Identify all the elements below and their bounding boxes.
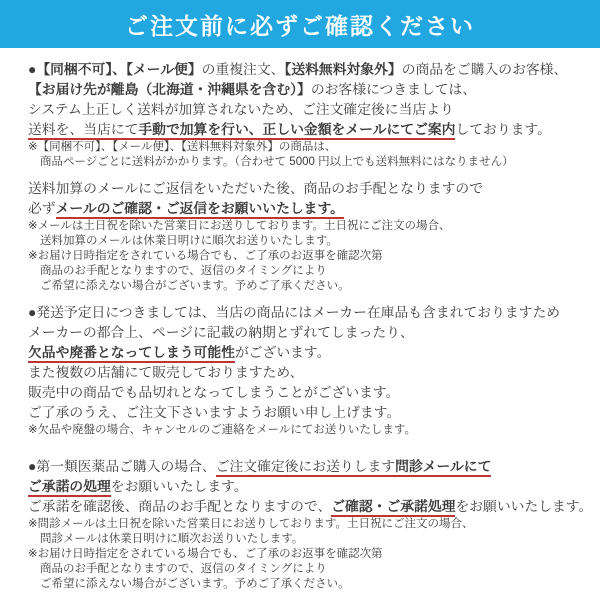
text-line xyxy=(28,60,594,80)
notice-body xyxy=(0,48,600,592)
text-segment: ご希望に添えない場合がございます。予めご了承ください。 xyxy=(40,280,350,292)
text-line xyxy=(28,155,594,170)
text-line xyxy=(28,363,594,383)
text-segment: 販売中の商品でも品切れとなってしまうことがございます。 xyxy=(28,385,400,400)
section-shipping-surcharge-notice xyxy=(28,60,594,170)
text-line xyxy=(28,234,594,249)
text-line xyxy=(28,517,594,532)
text-line xyxy=(28,547,594,562)
text-segment: ●第一類医薬品ご購入の場合、 xyxy=(28,459,216,474)
text-segment: ●発送予定日につきましては、当店の商品にはメーカー在庫品も含まれておりますため xyxy=(28,305,561,320)
text-segment: ※欠品や廃盤の場合、キャンセルのご連絡をメールにてお送りいたします。 xyxy=(28,424,416,436)
emphasized-text-segment: ご注文確定後にお送りします xyxy=(216,459,395,477)
text-line xyxy=(28,532,594,547)
text-segment: ※【同梱不可】、【メール便】、【送料無料対象外】の商品は、 xyxy=(28,141,337,153)
text-segment: 商品のお手配となりますので、返信のタイミングにより xyxy=(40,265,327,277)
emphasized-text-segment: 問診メールにて xyxy=(395,459,491,477)
text-line xyxy=(28,199,594,219)
text-segment: システム上正しく送料が加算されないため、ご注文確定後に当店より xyxy=(28,102,454,117)
text-segment: 問診メールは休業日明けに順次お送りいたします。 xyxy=(40,533,304,545)
text-segment: ご了承のうえ、ご注文下さいますようお願い申し上げます。 xyxy=(28,405,401,420)
text-segment: 商品のお手配となりますので、返信のタイミングにより xyxy=(40,563,327,575)
emphasized-text-segment: 手動で加算を行い、正しい金額をメールにてご案内 xyxy=(138,122,455,140)
text-segment: しております。 xyxy=(455,122,551,137)
text-segment: がございます。 xyxy=(234,345,331,360)
text-line xyxy=(28,323,594,343)
text-segment: 必ず xyxy=(28,201,56,216)
text-segment: 送料加算のメールは休業日明けに順次お送りいたします。 xyxy=(40,235,338,247)
notice-title: ご注文前に必ずご確認ください xyxy=(125,12,475,39)
text-line xyxy=(28,383,594,403)
emphasized-text-segment: 欠品や廃番となってしまう可能性 xyxy=(28,345,235,363)
section-first-class-drug-notice xyxy=(28,457,594,592)
text-segment: 【送料無料対象外】 xyxy=(284,62,402,77)
emphasized-text-segment: ご承諾の処理 xyxy=(28,479,111,497)
text-line xyxy=(28,477,594,497)
text-segment: 商品ページごとに送料がかかります。（合わせて 5000 円以上でも送料無料にはなりません） xyxy=(40,156,514,168)
text-line xyxy=(28,497,594,517)
emphasized-text-segment: ご確認・ご承諾処理 xyxy=(331,499,455,517)
text-line xyxy=(28,249,594,264)
text-segment: のお客様につきましては、 xyxy=(310,82,477,97)
text-segment: ※メールは土日祝を除いた営業日にお送りしております。土日祝にご注文の場合、 xyxy=(28,220,451,232)
text-line xyxy=(28,279,594,294)
text-segment: ※問診メールは土日祝を除いた営業日にお送りしております。土日祝にご注文の場合、 xyxy=(28,518,474,530)
text-segment: また複数の店舗にて販売しておりますため、 xyxy=(28,365,304,380)
text-line xyxy=(28,100,594,120)
text-segment: 【同梱不可】、【メール便】 xyxy=(36,62,202,77)
emphasized-text-segment: メールのご確認・ご返信をお願いいたします。 xyxy=(56,201,344,219)
emphasized-text-segment: 送料を、当店にて xyxy=(28,122,138,140)
text-segment: をお願いいたします。 xyxy=(110,479,248,494)
text-segment: 送料加算のメールにご返信をいただいた後、商品のお手配となりますので xyxy=(28,181,484,196)
text-line xyxy=(28,577,594,592)
text-line xyxy=(28,219,594,234)
text-line xyxy=(28,120,594,140)
text-line xyxy=(28,457,594,477)
text-line xyxy=(28,80,594,100)
text-line xyxy=(28,140,594,155)
text-segment: をお願いいたします。 xyxy=(455,499,593,514)
text-segment: の重複注文、 xyxy=(201,62,285,77)
text-segment: ご承諾を確認後、商品のお手配となりますので、 xyxy=(28,499,332,514)
text-line xyxy=(28,343,594,363)
text-line xyxy=(28,264,594,279)
text-line xyxy=(28,403,594,423)
text-line xyxy=(28,303,594,323)
text-line xyxy=(28,562,594,577)
section-mail-reply-notice xyxy=(28,179,594,294)
text-segment: ● xyxy=(28,62,37,77)
text-segment: ご希望に添えない場合がございます。予めご了承ください。 xyxy=(40,578,350,590)
text-segment: の商品をご購入のお客様、 xyxy=(401,62,568,77)
text-segment: ※お届け日時指定をされている場合でも、ご了承のお返事を確認次第 xyxy=(28,250,383,262)
text-line xyxy=(28,423,594,438)
section-shipping-date-notice xyxy=(28,303,594,438)
text-segment: メーカーの都合上、ページに記載の納期とずれてしまったり、 xyxy=(28,325,414,340)
text-segment: 【お届け先が離島（北海道・沖縄県を含む）】 xyxy=(28,82,311,97)
text-line xyxy=(28,179,594,199)
text-segment: ※お届け日時指定をされている場合でも、ご了承のお返事を確認次第 xyxy=(28,548,383,560)
notice-header xyxy=(0,0,600,48)
